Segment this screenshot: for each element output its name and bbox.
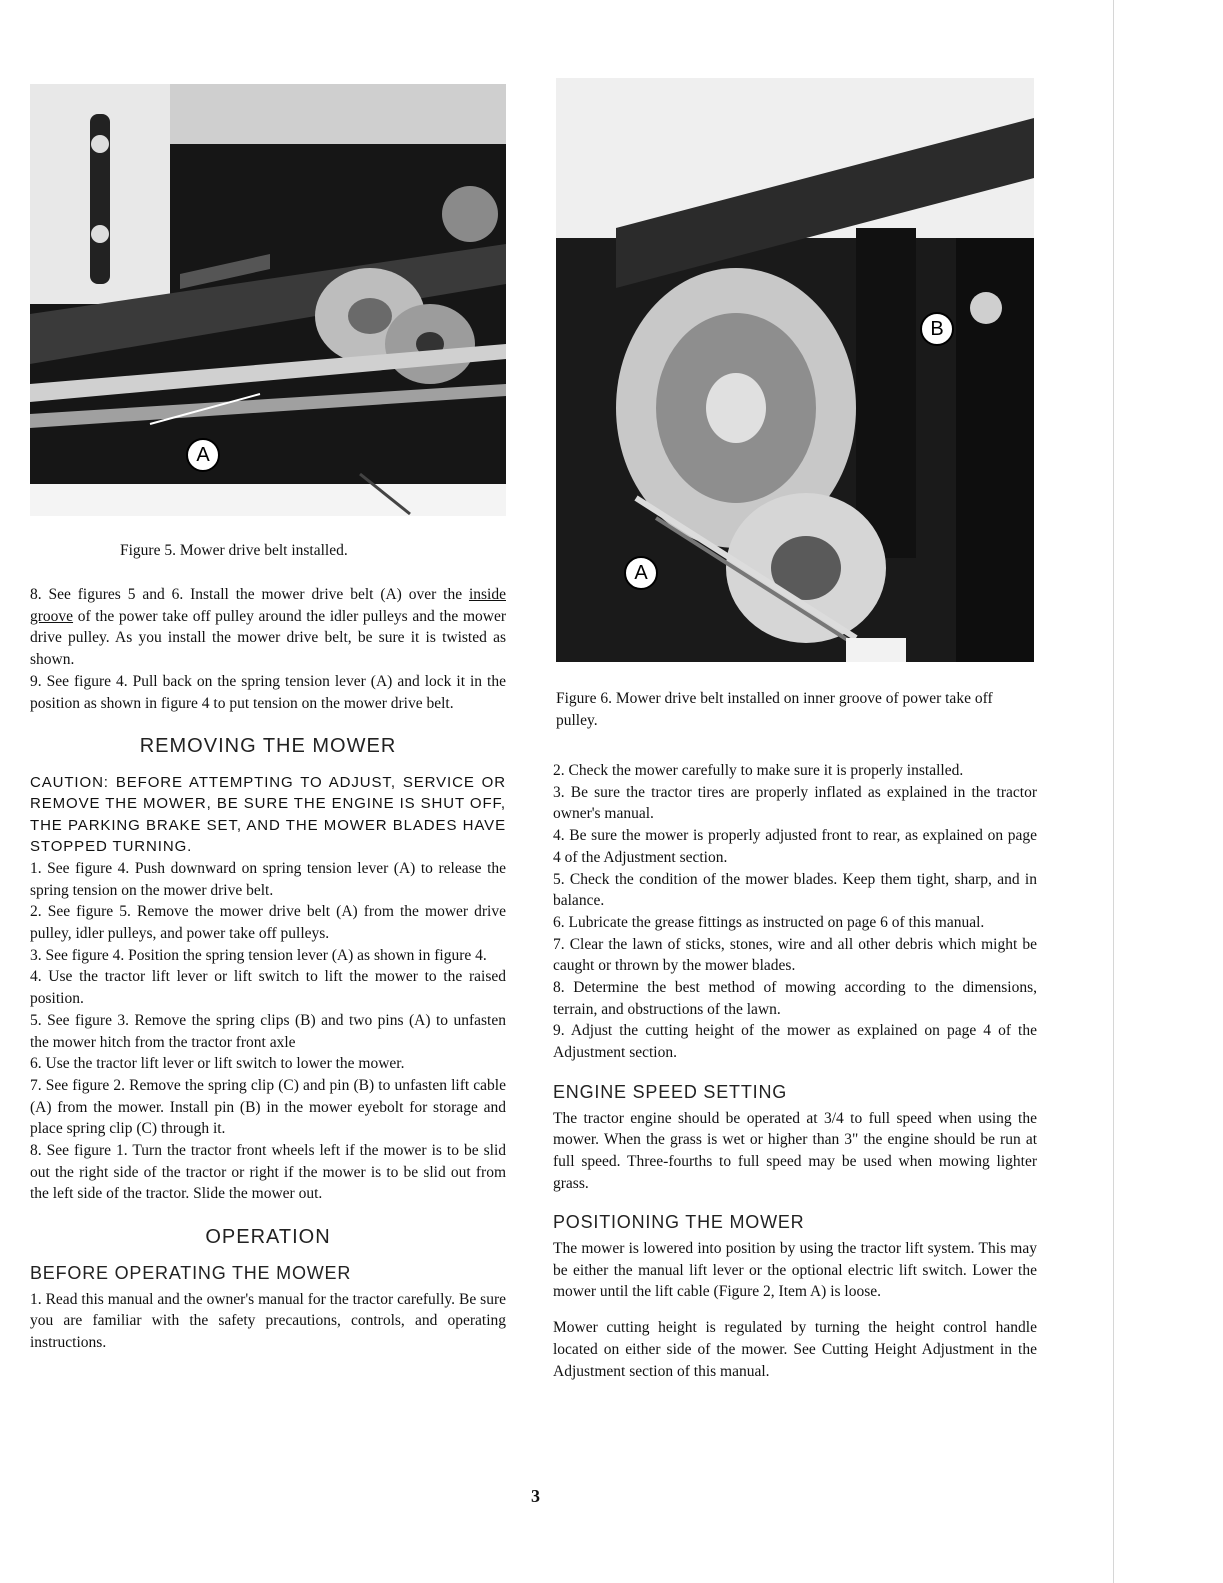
install-step-9: 9. See figure 4. Pull back on the spring tension lever (A) and lock it in the position as shown in figure 4 to put tension on the mower drive belt. bbox=[30, 672, 506, 712]
scan-edge-line bbox=[1113, 0, 1114, 1583]
positioning-text-1: The mower is lowered into position by using the tractor lift system. This may be either the manual lift lever or the optional electric lift switch. Lower the mower until the lift cable (Figure 2, Item A) is loose. bbox=[553, 1240, 1037, 1301]
before-step-2: 2. Check the mower carefully to make sure it is properly installed. bbox=[553, 762, 964, 779]
figure-5-illustration bbox=[30, 84, 506, 516]
before-step-3: 3. Be sure the tractor tires are properly inflated as explained in the tractor owner's manual. bbox=[553, 783, 1037, 823]
before-step-1: 1. Read this manual and the owner's manual for the tractor carefully. Be sure you are familiar with the safety precautions, controls, and operating instructions. bbox=[30, 1290, 506, 1351]
engine-speed-heading: ENGINE SPEED SETTING bbox=[553, 1081, 788, 1102]
install-step-8-underline: inside groove bbox=[30, 586, 506, 625]
before-step-9: 9. Adjust the cutting height of the mower as explained on page 4 of the Adjustment section. bbox=[553, 1022, 1037, 1062]
before-step-5: 5. Check the condition of the mower blades. Keep them tight, sharp, and in balance. bbox=[553, 870, 1037, 910]
figure-6-photo bbox=[556, 78, 1034, 662]
before-operating-heading: BEFORE OPERATING THE MOWER bbox=[30, 1262, 352, 1283]
figure-5-photo bbox=[30, 84, 506, 516]
removing-step-4: 4. Use the tractor lift lever or lift switch to lift the mower to the raised position. bbox=[30, 968, 506, 1008]
before-step-4: 4. Be sure the mower is properly adjusted front to rear, as explained on page 4 of the Adjustment section. bbox=[553, 827, 1037, 866]
positioning-text-2: Mower cutting height is regulated by turning the height control handle located on either side of the mower. See Cutting Height Adjustment in the Adjustment section of this manual. bbox=[553, 1319, 1037, 1380]
before-step-6: 6. Lubricate the grease fittings as instructed on page 6 of this manual. bbox=[553, 913, 985, 931]
install-step-8-text-end: of the power take off pulley around the idler pulleys and the mower drive pulley. As you install the mower drive belt, be sure it is twisted as shown. bbox=[30, 607, 506, 669]
operation-heading: OPERATION bbox=[205, 1226, 331, 1249]
figure-5-callout-a: A bbox=[186, 438, 220, 472]
removing-step-2: 2. See figure 5. Remove the mower drive belt (A) from the mower drive pulley, idler pulleys, and power take off pulleys. bbox=[30, 903, 506, 943]
install-step-8-text: 8. See figures 5 and 6. Install the mower drive belt (A) over the bbox=[30, 586, 469, 603]
removing-step-3: 3. See figure 4. Position the spring tension lever (A) as shown in figure 4. bbox=[30, 946, 487, 964]
install-step-8 bbox=[30, 584, 506, 671]
before-step-8: 8. Determine the best method of mowing according to the dimensions, terrain, and obstructions of the lawn. bbox=[553, 979, 1037, 1018]
page-number: 3 bbox=[531, 1486, 540, 1506]
figure-6-caption: Figure 6. Mower drive belt installed on inner groove of power take off pulley. bbox=[556, 690, 993, 729]
removing-step-6: 6. Use the tractor lift lever or lift switch to lower the mower. bbox=[30, 1055, 405, 1073]
caution-notice: CAUTION: BEFORE ATTEMPTING TO ADJUST, SERVICE OR REMOVE THE MOWER, BE SURE THE ENGINE IS SHUT OFF, THE PARKING BRAKE SET, AND THE MOWER BLADES HAVE STOPPED TURNING. bbox=[30, 773, 506, 856]
positioning-heading: POSITIONING THE MOWER bbox=[553, 1212, 805, 1233]
engine-speed-text: The tractor engine should be operated at 3/4 to full speed when using the mower. When the grass is wet or higher than 3" the engine should be run at full speed. Three-fourths to full speed may be used when mowing lighter grass. bbox=[553, 1109, 1037, 1192]
removing-step-5: 5. See figure 3. Remove the spring clips (B) and two pins (A) to unfasten the mower hitch from the tractor front axle bbox=[30, 1011, 506, 1051]
removing-step-8: 8. See figure 1. Turn the tractor front wheels left if the mower is to be slid out the right side of the tractor or right if the mower is to be slid out from the left side of the tractor. Slide the mower out. bbox=[30, 1142, 506, 1203]
left-column bbox=[30, 584, 506, 1354]
figure-5-caption: Figure 5. Mower drive belt installed. bbox=[120, 542, 348, 559]
figure-6-callout-a: A bbox=[624, 556, 658, 590]
removing-step-7: 7. See figure 2. Remove the spring clip (C) and pin (B) to unfasten lift cable (A) from the mower. Install pin (B) in the mower eyebolt for storage and place spring clip (C) through it. bbox=[30, 1076, 506, 1138]
removing-heading: REMOVING THE MOWER bbox=[139, 735, 397, 758]
before-step-7: 7. Clear the lawn of sticks, stones, wire and all other debris which might be caught or thrown by the mower blades. bbox=[553, 935, 1037, 975]
figure-6-callout-b: B bbox=[920, 312, 954, 346]
right-column bbox=[553, 760, 1037, 1382]
removing-step-1: 1. See figure 4. Push downward on spring tension lever (A) to release the spring tension on the mower drive belt. bbox=[30, 859, 506, 899]
